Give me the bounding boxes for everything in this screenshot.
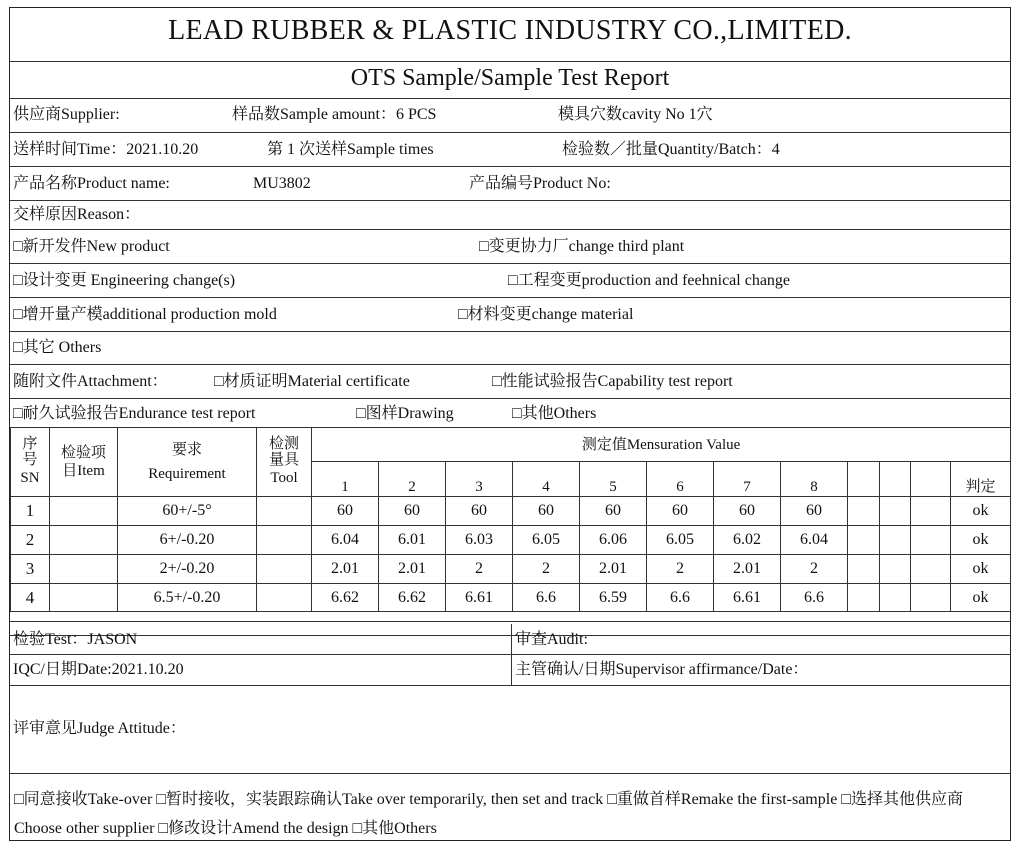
company-name: LEAD RUBBER & PLASTIC INDUSTRY CO.,LIMITED.	[168, 15, 852, 46]
row-judge: ok	[951, 526, 1011, 555]
row-item	[50, 584, 118, 612]
row-value: 6.04	[781, 526, 848, 555]
judge-attitude-row	[10, 686, 1010, 774]
row-value: 6.05	[647, 526, 714, 555]
row-value: 6.62	[312, 584, 379, 612]
row-requirement: 6.5+/-0.20	[118, 584, 257, 612]
row-value: 60	[446, 497, 513, 526]
change-material-checkbox[interactable]: □材料变更change material	[458, 306, 634, 323]
col-header-blank-2	[880, 462, 911, 497]
row-value: 60	[647, 497, 714, 526]
time-row	[10, 133, 1010, 167]
row-value: 6.62	[379, 584, 446, 612]
row-value: 6.04	[312, 526, 379, 555]
row-value: 6.01	[379, 526, 446, 555]
signoff-row-2	[10, 655, 1010, 686]
row-item	[50, 555, 118, 584]
company-header	[10, 8, 1010, 62]
judge-header: 判定	[951, 462, 1011, 497]
row-tool	[257, 584, 312, 612]
row-blank	[911, 497, 951, 526]
row-value: 2.01	[379, 555, 446, 584]
sample-times: 第 1 次送样Sample times	[267, 141, 434, 158]
row-blank	[911, 584, 951, 612]
product-no-label: 产品编号Product No:	[469, 175, 611, 192]
report-sheet	[9, 7, 1011, 841]
row-value: 60	[513, 497, 580, 526]
row-value: 60	[379, 497, 446, 526]
signoff-divider	[511, 655, 512, 685]
table-row	[11, 526, 1011, 555]
row-blank	[880, 497, 911, 526]
row-value: 60	[781, 497, 848, 526]
additional-mold-checkbox[interactable]: □增开量产模additional production mold	[13, 306, 277, 323]
signoff-divider	[511, 624, 512, 654]
col-header-5: 5	[580, 462, 647, 497]
row-value: 2	[647, 555, 714, 584]
row-judge: ok	[951, 555, 1011, 584]
row-requirement: 60+/-5°	[118, 497, 257, 526]
row-tool	[257, 526, 312, 555]
row-value: 60	[580, 497, 647, 526]
row-value: 6.6	[647, 584, 714, 612]
table-row	[11, 497, 1011, 526]
row-value: 2	[513, 555, 580, 584]
product-name-value: MU3802	[253, 175, 311, 192]
quantity-batch: 检验数／批量Quantity/Batch：4	[562, 141, 780, 158]
row-value: 60	[312, 497, 379, 526]
judge-attitude-label: 评审意见Judge Attitude：	[13, 720, 186, 737]
row-blank	[911, 526, 951, 555]
product-row	[10, 167, 1010, 201]
product-name-label: 产品名称Product name:	[13, 175, 170, 192]
others-checkbox[interactable]: □其它 Others	[13, 339, 102, 356]
row-value: 6.02	[714, 526, 781, 555]
row-value: 6.59	[580, 584, 647, 612]
item-header: 检验项 目Item	[50, 428, 118, 497]
col-header-2: 2	[379, 462, 446, 497]
row-value: 60	[714, 497, 781, 526]
row-value: 6.06	[580, 526, 647, 555]
reason-options-row-4	[10, 332, 1010, 365]
reason-options-row-1	[10, 230, 1010, 264]
row-sn: 4	[11, 584, 50, 612]
sample-amount: 样品数Sample amount：6 PCS	[232, 106, 437, 123]
final-decision-options	[10, 782, 1010, 840]
material-cert-checkbox[interactable]: □材质证明Material certificate	[214, 373, 410, 390]
row-value: 2	[446, 555, 513, 584]
test-inspector: 检验Test：JASON	[13, 631, 138, 648]
requirement-header: 要求 Requirement	[118, 428, 257, 497]
endurance-report-checkbox[interactable]: □耐久试验报告Endurance test report	[13, 405, 256, 422]
row-item	[50, 497, 118, 526]
others-attachment-checkbox[interactable]: □其他Others	[512, 405, 597, 422]
row-blank	[848, 526, 880, 555]
supervisor-affirmance: 主管确认/日期Supervisor affirmance/Date：	[515, 661, 809, 678]
row-value: 6.6	[781, 584, 848, 612]
row-judge: ok	[951, 584, 1011, 612]
row-value: 2.01	[312, 555, 379, 584]
row-value: 6.05	[513, 526, 580, 555]
row-value: 6.61	[714, 584, 781, 612]
reason-row	[10, 201, 1010, 230]
row-value: 2.01	[580, 555, 647, 584]
row-blank	[911, 555, 951, 584]
table-header-row-1	[11, 428, 1011, 462]
drawing-checkbox[interactable]: □图样Drawing	[356, 405, 454, 422]
row-value: 6.03	[446, 526, 513, 555]
tool-header: 检测 量具 Tool	[257, 428, 312, 497]
reason-options-row-2	[10, 264, 1010, 298]
attachment-row-2	[10, 399, 1010, 427]
row-tool	[257, 497, 312, 526]
sn-header: 序 号 SN	[11, 428, 50, 497]
row-blank	[880, 526, 911, 555]
row-value: 2	[781, 555, 848, 584]
row-value: 6.61	[446, 584, 513, 612]
reason-label: 交样原因Reason：	[13, 206, 141, 223]
row-sn: 3	[11, 555, 50, 584]
row-blank	[880, 584, 911, 612]
measurement-table	[10, 427, 1011, 612]
reason-options-row-3	[10, 298, 1010, 332]
mensuration-header: 测定值Mensuration Value	[312, 428, 1011, 462]
cavity-number: 模具穴数cavity No 1穴	[558, 106, 713, 123]
col-header-blank-1	[848, 462, 880, 497]
row-requirement: 2+/-0.20	[118, 555, 257, 584]
table-row	[11, 584, 1011, 612]
col-header-1: 1	[312, 462, 379, 497]
report-title: OTS Sample/Sample Test Report	[350, 65, 670, 91]
row-requirement: 6+/-0.20	[118, 526, 257, 555]
row-blank	[880, 555, 911, 584]
production-change-checkbox[interactable]: □工程变更production and feehnical change	[508, 272, 791, 289]
supplier-row	[10, 99, 1010, 133]
row-blank	[848, 584, 880, 612]
supplier-label: 供应商Supplier:	[13, 106, 120, 123]
col-header-7: 7	[714, 462, 781, 497]
attachment-label: 随附文件Attachment：	[13, 373, 168, 390]
col-header-blank-3	[911, 462, 951, 497]
row-value: 2.01	[714, 555, 781, 584]
col-header-8: 8	[781, 462, 848, 497]
row-sn: 2	[11, 526, 50, 555]
capability-report-checkbox[interactable]: □性能试验报告Capability test report	[492, 373, 733, 390]
new-product-checkbox[interactable]: □新开发件New product	[13, 238, 170, 255]
row-sn: 1	[11, 497, 50, 526]
change-third-plant-checkbox[interactable]: □变更协力厂change third plant	[479, 238, 685, 255]
decision-options-text[interactable]: □同意接收Take-over □暂时接收，实装跟踪确认Take over temporarily, then set and track □重做首样Remake the first-sample □选择其他供应商Choose other supplier □修改设计Amend the design □其他Others	[14, 791, 963, 837]
row-tool	[257, 555, 312, 584]
col-header-6: 6	[647, 462, 714, 497]
col-header-3: 3	[446, 462, 513, 497]
row-judge: ok	[951, 497, 1011, 526]
row-value: 6.6	[513, 584, 580, 612]
iqc-date: IQC/日期Date:2021.10.20	[13, 661, 184, 678]
col-header-4: 4	[513, 462, 580, 497]
attachment-row-1	[10, 365, 1010, 399]
send-time: 送样时间Time：2021.10.20	[13, 141, 199, 158]
row-blank	[848, 555, 880, 584]
row-blank	[848, 497, 880, 526]
table-row	[11, 555, 1011, 584]
report-title-row	[10, 62, 1010, 99]
engineering-change-checkbox[interactable]: □设计变更 Engineering change(s)	[13, 272, 236, 289]
audit-label: 审查Audit:	[515, 631, 588, 648]
signoff-row-1	[10, 624, 1010, 655]
row-item	[50, 526, 118, 555]
